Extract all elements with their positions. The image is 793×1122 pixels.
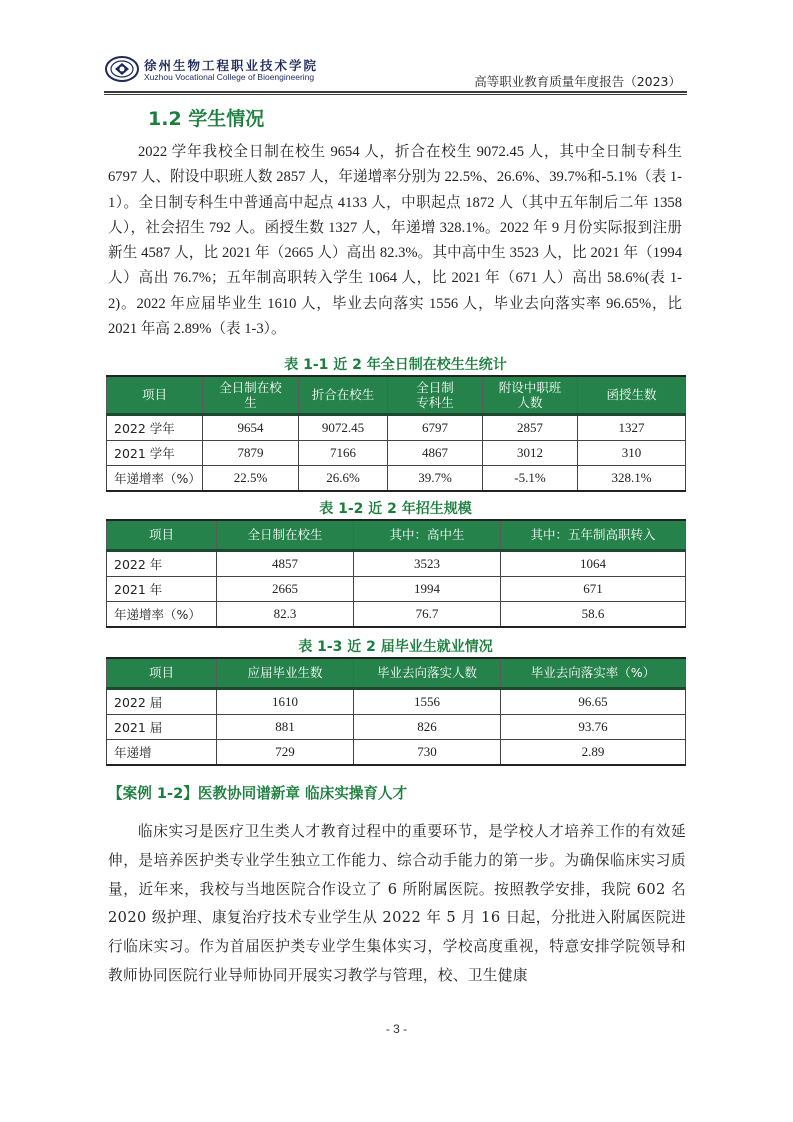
table3-header-cell: 应届毕业生数 [217, 658, 354, 688]
header-divider-thin [104, 94, 687, 95]
table1-header-cell: 折合在校生 [299, 376, 388, 414]
table2-header-cell: 项目 [107, 520, 217, 550]
page-header [104, 52, 687, 92]
table-cell: 2857 [483, 414, 578, 440]
table-cell: 328.1% [578, 465, 686, 491]
table-cell: 1994 [354, 576, 501, 601]
table2-header-row [107, 520, 686, 550]
table-cell: 26.6% [299, 465, 388, 491]
table-cell: 2021 学年 [107, 440, 203, 465]
table-cell: 39.7% [388, 465, 483, 491]
table-row [107, 739, 686, 765]
table-cell: 1556 [354, 688, 501, 714]
table2 [106, 519, 686, 628]
table-cell: 年递增 [107, 739, 217, 765]
table-cell: 年递增率（%） [107, 465, 203, 491]
table3-header-row [107, 658, 686, 688]
section-paragraph: 2022 学年我校全日制在校生 9654 人，折合在校生 9072.45 人，其中全日制专科生 6797 人、附设中职班人数 2857 人，年递增率分别为 22.5%、26.6%、39.7%和-5.1%（表 1-1）。全日制专科生中普通高中起点 4133 人，中职起点 1872 人（其中五年制后二年 1358 人），社会招生 792 人。函授生数 1327 人，年递增 328.1%。2022 年 9 月份实际报到注册新生 4587 人，比 2021 年（2665 人）高出 82.3%。其中高中生 3523 人，比 2021 年（1994 人）高出 76.7%；五年制高职转入学生 1064 人，比 2021 年（671 人）高出 58.6%(表 1-2)。2022 年应届毕业生 1610 人，毕业去向落实 1556 人，毕业去向落实率 96.65%，比 2021 年高 2.89%（表 1-3）。 [108, 144, 682, 338]
table-cell: 4867 [388, 440, 483, 465]
table3-caption: 表 1-3 近 2 届毕业生就业情况 [298, 639, 493, 655]
table-row [107, 601, 686, 627]
table-cell: 76.7 [354, 601, 501, 627]
table1 [106, 375, 686, 492]
school-name-cn: 徐州生物工程职业技术学院 [144, 58, 319, 73]
school-name-en: Xuzhou Vocational College of Bioengineering [144, 72, 315, 82]
table-cell: 7166 [299, 440, 388, 465]
table-cell: 年递增率（%） [107, 601, 217, 627]
table-cell: 2022 年 [107, 550, 217, 576]
report-title: 高等职业教育质量年度报告（2023） [474, 74, 681, 89]
table-row [107, 550, 686, 576]
table-cell: 1064 [501, 550, 686, 576]
case-paragraph: 临床实习是医疗卫生类人才教育过程中的重要环节，是学校人才培养工作的有效延伸，是培养医护类专业学生独立工作能力、综合动手能力的第一步。为确保临床实习质量，近年来，我校与当地医院合作设立了 6 所附属医院。按照教学安排，我院 602 名 2020 级护理、康复治疗技术专业学生从 2022 年 5 月 16 日起，分批进入附属医院进行临床实习。作为首届医护类专业学生集体实习，学校高度重视，特意安排学院领导和教师协同医院行业导师协同开展实习教学与管理，校、卫生健康 [108, 823, 686, 984]
page-number: - 3 - [385, 1022, 408, 1036]
case-title: 【案例 1-2】医教协同谱新章 临床实操育人才 [108, 785, 408, 802]
table-cell: 2665 [217, 576, 354, 601]
table-cell: 2.89 [501, 739, 686, 765]
table-cell: 9072.45 [299, 414, 388, 440]
table-cell: 310 [578, 440, 686, 465]
table-cell: 730 [354, 739, 501, 765]
table-row [107, 414, 686, 440]
table1-header-cell: 项目 [107, 376, 203, 414]
table-cell: 82.3 [217, 601, 354, 627]
table2-header-cell: 全日制在校生 [217, 520, 354, 550]
table3 [106, 657, 686, 766]
table-row [107, 465, 686, 491]
header-divider [104, 91, 687, 93]
school-logo-icon [104, 54, 140, 84]
table2-caption: 表 1-2 近 2 年招生规模 [319, 501, 472, 517]
table1-header-cell: 附设中职班人数 [483, 376, 578, 414]
table-cell: 2022 届 [107, 688, 217, 714]
table-cell: 826 [354, 714, 501, 739]
table-cell: 2021 年 [107, 576, 217, 601]
table1-header-row [107, 376, 686, 414]
table2-header-cell: 其中：五年制高职转入 [501, 520, 686, 550]
table-cell: 2021 届 [107, 714, 217, 739]
table-cell: 7879 [203, 440, 299, 465]
table2-header-cell: 其中：高中生 [354, 520, 501, 550]
table-cell: 93.76 [501, 714, 686, 739]
table-cell: 1610 [217, 688, 354, 714]
table-cell: 96.65 [501, 688, 686, 714]
table1-caption: 表 1-1 近 2 年全日制在校生生统计 [284, 357, 507, 373]
table3-header-cell: 毕业去向落实率（%） [501, 658, 686, 688]
table-row [107, 576, 686, 601]
table-cell: 58.6 [501, 601, 686, 627]
table-row [107, 688, 686, 714]
table-cell: 3012 [483, 440, 578, 465]
table3-header-cell: 毕业去向落实人数 [354, 658, 501, 688]
table1-header-cell: 全日制专科生 [388, 376, 483, 414]
table-cell: 4857 [217, 550, 354, 576]
table3-header-cell: 项目 [107, 658, 217, 688]
table-cell: 6797 [388, 414, 483, 440]
table-cell: -5.1% [483, 465, 578, 491]
table1-header-cell: 函授生数 [578, 376, 686, 414]
table-cell: 3523 [354, 550, 501, 576]
table-cell: 729 [217, 739, 354, 765]
table-cell: 2022 学年 [107, 414, 203, 440]
table-cell: 1327 [578, 414, 686, 440]
section-title: 1.2 学生情况 [148, 108, 265, 130]
table-cell: 9654 [203, 414, 299, 440]
table-row [107, 714, 686, 739]
table-cell: 881 [217, 714, 354, 739]
table-cell: 671 [501, 576, 686, 601]
table1-header-cell: 全日制在校生 [203, 376, 299, 414]
table-row [107, 440, 686, 465]
table-cell: 22.5% [203, 465, 299, 491]
